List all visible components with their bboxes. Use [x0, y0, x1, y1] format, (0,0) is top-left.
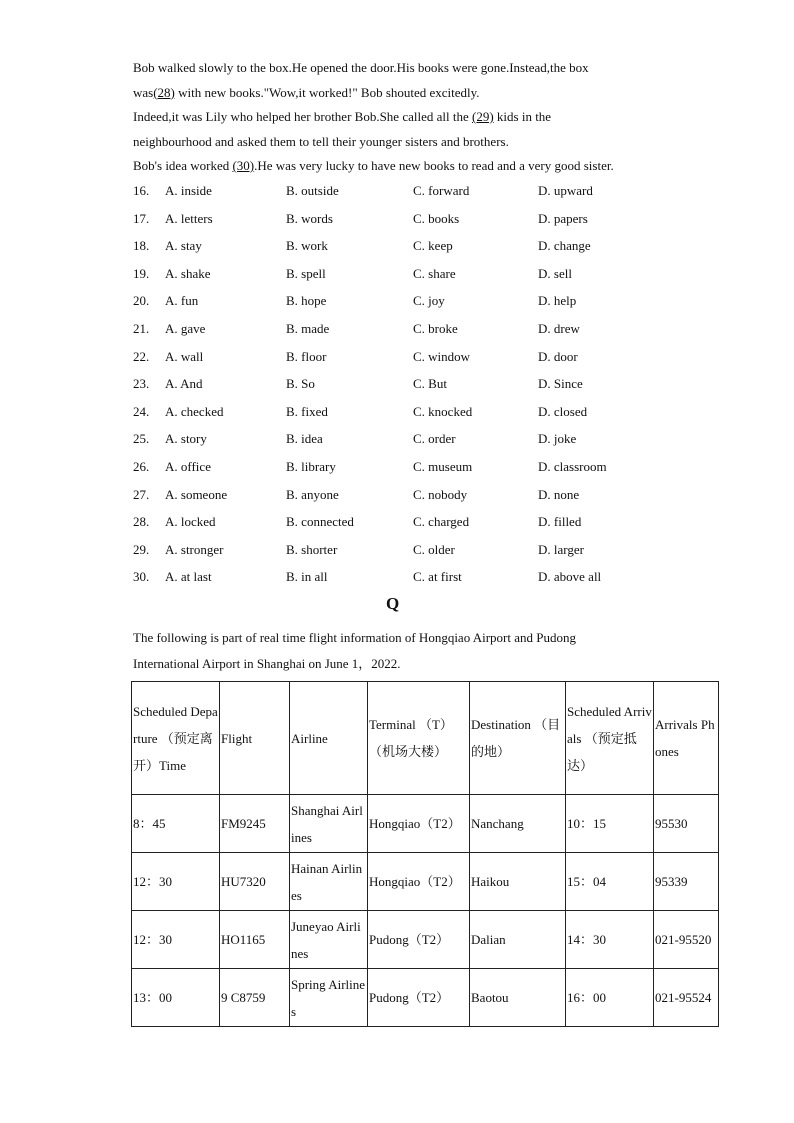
question-number: 26.	[133, 458, 150, 474]
option-c: C. forward	[413, 183, 470, 198]
option-b: B. outside	[286, 183, 339, 198]
question-row	[133, 345, 693, 373]
option-d: D. help	[538, 293, 577, 309]
option-a: A. checked	[165, 403, 224, 419]
question-number: 22.	[133, 348, 150, 364]
option-a: A. wall	[165, 348, 204, 364]
table-cell: 15：04	[566, 853, 654, 911]
question-row	[133, 317, 693, 345]
question-number: 16.	[133, 183, 150, 198]
passage-line: Bob walked slowly to the box.He opened the door.His books were gone.Instead,the box	[133, 60, 589, 75]
option-c: C. share	[413, 265, 456, 281]
option-a: A. letters	[165, 210, 213, 226]
question-number: 17.	[133, 210, 150, 226]
table-cell: 12：30	[132, 911, 220, 969]
option-c: C. order	[413, 431, 456, 447]
intro-line: International Airport in Shanghai on June 1，2022.	[133, 656, 401, 671]
table-cell: Nanchang	[470, 795, 566, 853]
passage-line: Indeed,it was Lily who helped her brother Bob.She called all the (29) kids in the	[133, 109, 552, 124]
option-d: D. change	[538, 238, 591, 254]
header-cell: Flight	[220, 682, 290, 795]
table-cell: 95530	[654, 795, 719, 853]
question-row	[133, 565, 693, 593]
option-a: A. locked	[165, 514, 216, 530]
question-row	[133, 262, 693, 290]
option-c: C. charged	[413, 514, 470, 530]
question-row	[133, 372, 693, 400]
option-c: C. knocked	[413, 403, 473, 419]
passage-line: neighbourhood and asked them to tell their younger sisters and brothers.	[133, 133, 509, 149]
option-a: A. gave	[165, 320, 206, 336]
option-d: D. papers	[538, 210, 588, 226]
table-row	[132, 853, 719, 911]
option-a: A. fun	[165, 293, 199, 309]
option-d: D. filled	[538, 514, 582, 530]
option-c: C. joy	[413, 293, 445, 309]
passage	[133, 56, 693, 179]
option-b: B. library	[286, 458, 336, 474]
table-cell: 12：30	[132, 853, 220, 911]
option-b: B. idea	[286, 431, 323, 447]
flight-table	[131, 681, 719, 1027]
table-cell: Hongqiao（T2）	[368, 795, 470, 853]
table-cell: 021-95520	[654, 911, 719, 969]
option-d: D. none	[538, 486, 580, 502]
question-number: 30.	[133, 569, 150, 585]
table-header-row	[132, 682, 719, 795]
table-cell: Hainan Airlines	[290, 853, 368, 911]
table-cell: 10：15	[566, 795, 654, 853]
blank-29: (29)	[471, 109, 494, 124]
option-c: C. window	[413, 348, 471, 364]
option-a: A. stronger	[165, 541, 224, 557]
question-number: 21.	[133, 320, 150, 336]
option-b: B. words	[286, 210, 333, 226]
header-cell: Scheduled Departure （预定离开）Time	[132, 682, 220, 795]
question-row	[133, 483, 693, 511]
table-cell: Haikou	[470, 853, 566, 911]
section-title: Q	[386, 594, 400, 613]
table-cell: HU7320	[220, 853, 290, 911]
option-a: A. at last	[165, 569, 212, 585]
option-d: D. upward	[538, 183, 593, 198]
option-d: D. closed	[538, 403, 588, 419]
table-cell: Pudong（T2）	[368, 969, 470, 1027]
answer-options	[133, 179, 693, 593]
table-cell: FM9245	[220, 795, 290, 853]
option-c: C. museum	[413, 458, 473, 474]
option-b: B. in all	[286, 569, 328, 585]
question-number: 20.	[133, 293, 150, 309]
option-a: A. inside	[165, 183, 212, 198]
question-number: 29.	[133, 541, 150, 557]
question-row	[133, 510, 693, 538]
question-row	[133, 289, 693, 317]
option-c: C. nobody	[413, 486, 468, 502]
option-d: D. drew	[538, 320, 580, 336]
option-d: D. door	[538, 348, 578, 364]
header-cell: Destination （目的地）	[470, 682, 566, 795]
question-row	[133, 234, 693, 262]
option-d: D. classroom	[538, 458, 607, 474]
question-number: 28.	[133, 514, 150, 530]
question-number: 19.	[133, 265, 150, 281]
option-d: D. Since	[538, 376, 583, 392]
option-c: C. books	[413, 210, 460, 226]
table-cell: Baotou	[470, 969, 566, 1027]
blank-30: (30)	[232, 158, 255, 173]
option-b: B. hope	[286, 293, 327, 309]
option-c: C. keep	[413, 238, 453, 254]
option-b: B. anyone	[286, 486, 339, 502]
option-a: A. someone	[165, 486, 228, 502]
table-intro	[133, 625, 693, 677]
table-cell: 14：30	[566, 911, 654, 969]
option-d: D. joke	[538, 431, 577, 447]
option-b: B. shorter	[286, 541, 338, 557]
header-cell: Scheduled Arrivals （预定抵达）	[566, 682, 654, 795]
table-cell: Juneyao Airlines	[290, 911, 368, 969]
option-c: C. broke	[413, 320, 458, 336]
option-b: B. made	[286, 320, 330, 336]
table-cell: Dalian	[470, 911, 566, 969]
option-b: B. fixed	[286, 403, 328, 419]
option-c: C. But	[413, 376, 447, 392]
option-a: A. And	[165, 376, 203, 392]
passage-line: Bob's idea worked (30).He was very lucky to have new books to read and a very good sister.	[133, 158, 614, 173]
option-d: D. larger	[538, 541, 584, 557]
table-cell: 8：45	[132, 795, 220, 853]
table-cell: 16：00	[566, 969, 654, 1027]
header-cell: Airline	[290, 682, 368, 795]
option-b: B. work	[286, 238, 328, 254]
option-a: A. stay	[165, 238, 202, 254]
option-b: B. floor	[286, 348, 327, 364]
table-row	[132, 911, 719, 969]
question-row	[133, 400, 693, 428]
passage-line: was(28) with new books."Wow,it worked!" Bob shouted excitedly.	[133, 84, 480, 100]
table-cell: 95339	[654, 853, 719, 911]
table-cell: 13：00	[132, 969, 220, 1027]
question-row	[133, 207, 693, 235]
table-cell: Spring Airlines	[290, 969, 368, 1027]
question-number: 24.	[133, 403, 150, 419]
question-number: 18.	[133, 238, 150, 254]
question-number: 25.	[133, 431, 150, 447]
question-row	[133, 455, 693, 483]
question-row	[133, 538, 693, 566]
question-number: 27.	[133, 486, 150, 502]
table-row	[132, 969, 719, 1027]
option-a: A. story	[165, 431, 207, 447]
option-a: A. shake	[165, 265, 211, 281]
option-c: C. at first	[413, 569, 462, 585]
blank-28: (28)	[153, 84, 175, 100]
table-cell: HO1165	[220, 911, 290, 969]
option-b: B. So	[286, 376, 315, 392]
header-cell: Terminal （T）（机场大楼）	[368, 682, 470, 795]
table-cell: Hongqiao（T2）	[368, 853, 470, 911]
table-cell: 021-95524	[654, 969, 719, 1027]
intro-line: The following is part of real time flight information of Hongqiao Airport and Pudong	[133, 630, 577, 645]
option-a: A. office	[165, 458, 211, 474]
table-cell: Pudong（T2）	[368, 911, 470, 969]
option-d: D. above all	[538, 569, 602, 585]
question-number: 23.	[133, 376, 150, 392]
question-row	[133, 427, 693, 455]
option-b: B. connected	[286, 514, 354, 530]
option-d: D. sell	[538, 265, 572, 281]
header-cell: Arrivals Phones	[654, 682, 719, 795]
option-b: B. spell	[286, 265, 326, 281]
table-row	[132, 795, 719, 853]
table-cell: 9 C8759	[220, 969, 290, 1027]
table-cell: Shanghai Airlines	[290, 795, 368, 853]
question-row	[133, 179, 693, 207]
option-c: C. older	[413, 541, 455, 557]
